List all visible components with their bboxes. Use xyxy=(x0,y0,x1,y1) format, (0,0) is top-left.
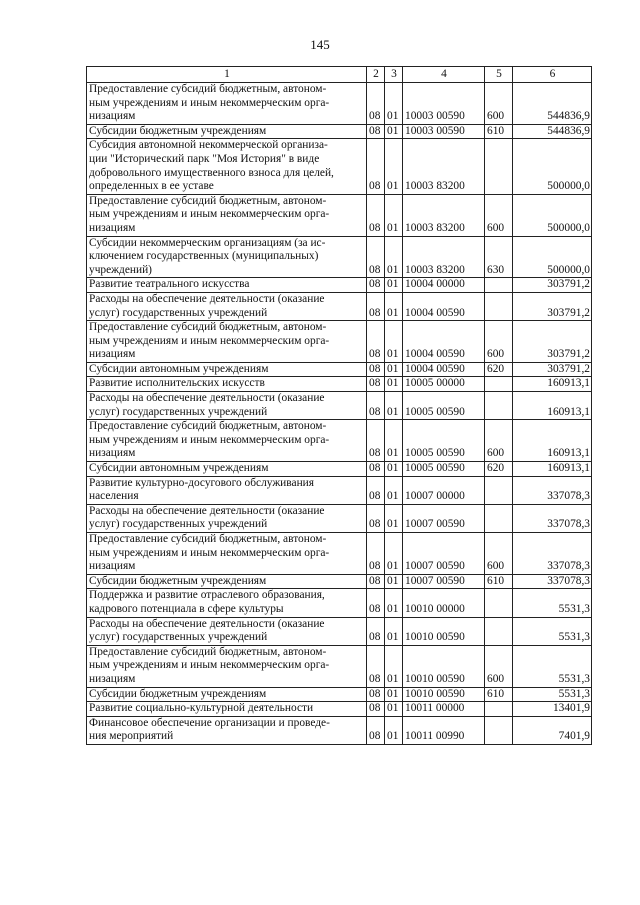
row-section: 08 xyxy=(367,589,385,617)
row-subsection: 01 xyxy=(385,194,403,236)
row-subsection: 01 xyxy=(385,504,403,532)
row-section: 08 xyxy=(367,504,385,532)
row-name: Предоставление субсидий бюджетным, автоном- ным учреждениям и иным некоммерческим орга- низациям xyxy=(87,83,367,125)
row-subsection: 01 xyxy=(385,574,403,589)
row-amount: 5531,3 xyxy=(513,589,592,617)
table-row xyxy=(87,617,592,645)
row-amount: 7401,9 xyxy=(513,716,592,744)
row-target-article: 10010 00590 xyxy=(403,645,485,687)
row-expense-type: 600 xyxy=(485,420,513,462)
row-target-article: 10011 00000 xyxy=(403,702,485,717)
row-subsection: 01 xyxy=(385,617,403,645)
header-col-4: 4 xyxy=(403,67,485,83)
row-section: 08 xyxy=(367,420,385,462)
row-expense-type xyxy=(485,617,513,645)
table-row xyxy=(87,533,592,575)
header-row xyxy=(87,67,592,83)
row-target-article: 10005 00590 xyxy=(403,392,485,420)
row-section: 08 xyxy=(367,377,385,392)
row-section: 08 xyxy=(367,645,385,687)
row-subsection: 01 xyxy=(385,420,403,462)
row-name: Развитие театрального искусства xyxy=(87,278,367,293)
header-col-5: 5 xyxy=(485,67,513,83)
row-expense-type xyxy=(485,476,513,504)
row-expense-type: 610 xyxy=(485,574,513,589)
row-subsection: 01 xyxy=(385,716,403,744)
row-subsection: 01 xyxy=(385,362,403,377)
row-expense-type xyxy=(485,392,513,420)
row-section: 08 xyxy=(367,392,385,420)
row-subsection: 01 xyxy=(385,687,403,702)
header-col-3: 3 xyxy=(385,67,403,83)
row-section: 08 xyxy=(367,574,385,589)
table-row xyxy=(87,392,592,420)
table-row xyxy=(87,476,592,504)
row-amount: 337078,3 xyxy=(513,504,592,532)
row-subsection: 01 xyxy=(385,589,403,617)
row-subsection: 01 xyxy=(385,292,403,320)
row-target-article: 10007 00590 xyxy=(403,574,485,589)
row-name: Субсидии некоммерческим организациям (за ис- ключением государственных (муниципальных) учреждений) xyxy=(87,236,367,278)
row-name: Субсидии бюджетным учреждениям xyxy=(87,124,367,139)
row-amount: 544836,9 xyxy=(513,124,592,139)
table-row xyxy=(87,83,592,125)
row-expense-type: 600 xyxy=(485,194,513,236)
row-amount: 337078,3 xyxy=(513,574,592,589)
row-name: Расходы на обеспечение деятельности (оказание услуг) государственных учреждений xyxy=(87,392,367,420)
table-row xyxy=(87,420,592,462)
row-name: Предоставление субсидий бюджетным, автоном- ным учреждениям и иным некоммерческим орга- низациям xyxy=(87,321,367,363)
row-target-article: 10003 00590 xyxy=(403,124,485,139)
row-name: Финансовое обеспечение организации и проведе- ния мероприятий xyxy=(87,716,367,744)
row-expense-type: 610 xyxy=(485,124,513,139)
row-target-article: 10010 00590 xyxy=(403,687,485,702)
row-name: Расходы на обеспечение деятельности (оказание услуг) государственных учреждений xyxy=(87,292,367,320)
table-row xyxy=(87,377,592,392)
row-target-article: 10003 00590 xyxy=(403,83,485,125)
row-amount: 544836,9 xyxy=(513,83,592,125)
row-amount: 5531,3 xyxy=(513,645,592,687)
table-row xyxy=(87,589,592,617)
row-target-article: 10005 00590 xyxy=(403,420,485,462)
row-target-article: 10005 00000 xyxy=(403,377,485,392)
row-amount: 303791,2 xyxy=(513,362,592,377)
table-row xyxy=(87,574,592,589)
row-expense-type xyxy=(485,292,513,320)
row-expense-type xyxy=(485,589,513,617)
row-target-article: 10004 00590 xyxy=(403,292,485,320)
row-section: 08 xyxy=(367,716,385,744)
row-target-article: 10010 00590 xyxy=(403,617,485,645)
row-target-article: 10004 00590 xyxy=(403,321,485,363)
row-name: Расходы на обеспечение деятельности (оказание услуг) государственных учреждений xyxy=(87,617,367,645)
row-target-article: 10004 00590 xyxy=(403,362,485,377)
row-expense-type: 600 xyxy=(485,645,513,687)
row-name: Субсидии автономным учреждениям xyxy=(87,362,367,377)
table-row xyxy=(87,687,592,702)
table-row xyxy=(87,716,592,744)
table-row xyxy=(87,292,592,320)
row-target-article: 10010 00000 xyxy=(403,589,485,617)
row-subsection: 01 xyxy=(385,462,403,477)
row-section: 08 xyxy=(367,236,385,278)
row-amount: 500000,0 xyxy=(513,236,592,278)
header-col-6: 6 xyxy=(513,67,592,83)
row-name: Развитие социально-культурной деятельности xyxy=(87,702,367,717)
table-row xyxy=(87,124,592,139)
row-amount: 5531,3 xyxy=(513,617,592,645)
row-subsection: 01 xyxy=(385,476,403,504)
row-target-article: 10005 00590 xyxy=(403,462,485,477)
row-target-article: 10004 00000 xyxy=(403,278,485,293)
row-subsection: 01 xyxy=(385,321,403,363)
row-amount: 160913,1 xyxy=(513,420,592,462)
row-section: 08 xyxy=(367,124,385,139)
table-row xyxy=(87,194,592,236)
row-subsection: 01 xyxy=(385,124,403,139)
row-section: 08 xyxy=(367,617,385,645)
table-row xyxy=(87,702,592,717)
row-amount: 5531,3 xyxy=(513,687,592,702)
row-expense-type xyxy=(485,139,513,194)
page-number: 145 xyxy=(310,37,330,52)
row-amount: 337078,3 xyxy=(513,533,592,575)
table-row xyxy=(87,462,592,477)
row-section: 08 xyxy=(367,278,385,293)
row-section: 08 xyxy=(367,292,385,320)
table-header xyxy=(87,67,592,83)
row-section: 08 xyxy=(367,83,385,125)
row-subsection: 01 xyxy=(385,645,403,687)
row-amount: 160913,1 xyxy=(513,377,592,392)
row-section: 08 xyxy=(367,702,385,717)
table-row xyxy=(87,645,592,687)
row-target-article: 10007 00590 xyxy=(403,533,485,575)
row-section: 08 xyxy=(367,476,385,504)
row-expense-type xyxy=(485,702,513,717)
row-amount: 160913,1 xyxy=(513,392,592,420)
row-subsection: 01 xyxy=(385,392,403,420)
row-name: Предоставление субсидий бюджетным, автоном- ным учреждениям и иным некоммерческим орга- низациям xyxy=(87,420,367,462)
budget-table xyxy=(86,66,592,745)
row-expense-type: 620 xyxy=(485,462,513,477)
row-target-article: 10003 83200 xyxy=(403,236,485,278)
row-target-article: 10003 83200 xyxy=(403,194,485,236)
table-row xyxy=(87,139,592,194)
row-name: Расходы на обеспечение деятельности (оказание услуг) государственных учреждений xyxy=(87,504,367,532)
row-name: Субсидии бюджетным учреждениям xyxy=(87,574,367,589)
row-section: 08 xyxy=(367,533,385,575)
row-name: Предоставление субсидий бюджетным, автоном- ным учреждениям и иным некоммерческим орга- низациям xyxy=(87,533,367,575)
row-name: Поддержка и развитие отраслевого образования, кадрового потенциала в сфере культуры xyxy=(87,589,367,617)
row-target-article: 10007 00590 xyxy=(403,504,485,532)
row-amount: 303791,2 xyxy=(513,278,592,293)
row-expense-type: 600 xyxy=(485,83,513,125)
row-amount: 500000,0 xyxy=(513,139,592,194)
row-section: 08 xyxy=(367,462,385,477)
row-target-article: 10003 83200 xyxy=(403,139,485,194)
row-name: Субсидии автономным учреждениям xyxy=(87,462,367,477)
row-target-article: 10011 00990 xyxy=(403,716,485,744)
header-col-2: 2 xyxy=(367,67,385,83)
row-amount: 303791,2 xyxy=(513,321,592,363)
table-row xyxy=(87,362,592,377)
row-expense-type: 600 xyxy=(485,321,513,363)
table-body xyxy=(87,83,592,745)
row-expense-type xyxy=(485,716,513,744)
table-row xyxy=(87,278,592,293)
table-row xyxy=(87,236,592,278)
row-subsection: 01 xyxy=(385,83,403,125)
row-amount: 13401,9 xyxy=(513,702,592,717)
row-name: Субсидия автономной некоммерческой организа- ции "Исторический парк "Моя История" в виде добровольного имущественного взноса для целей, определенных в ее уставе xyxy=(87,139,367,194)
row-subsection: 01 xyxy=(385,139,403,194)
row-name: Предоставление субсидий бюджетным, автоном- ным учреждениям и иным некоммерческим орга- низациям xyxy=(87,645,367,687)
row-subsection: 01 xyxy=(385,278,403,293)
row-subsection: 01 xyxy=(385,377,403,392)
row-target-article: 10007 00000 xyxy=(403,476,485,504)
row-name: Развитие исполнительских искусств xyxy=(87,377,367,392)
row-subsection: 01 xyxy=(385,533,403,575)
row-section: 08 xyxy=(367,687,385,702)
row-section: 08 xyxy=(367,321,385,363)
row-name: Предоставление субсидий бюджетным, автоном- ным учреждениям и иным некоммерческим орга- низациям xyxy=(87,194,367,236)
row-subsection: 01 xyxy=(385,236,403,278)
row-name: Субсидии бюджетным учреждениям xyxy=(87,687,367,702)
row-subsection: 01 xyxy=(385,702,403,717)
row-expense-type: 610 xyxy=(485,687,513,702)
row-expense-type: 600 xyxy=(485,533,513,575)
row-expense-type: 620 xyxy=(485,362,513,377)
row-section: 08 xyxy=(367,194,385,236)
row-section: 08 xyxy=(367,362,385,377)
row-amount: 337078,3 xyxy=(513,476,592,504)
table-row xyxy=(87,321,592,363)
row-expense-type xyxy=(485,278,513,293)
header-col-1: 1 xyxy=(87,67,367,83)
row-expense-type: 630 xyxy=(485,236,513,278)
row-amount: 160913,1 xyxy=(513,462,592,477)
row-amount: 500000,0 xyxy=(513,194,592,236)
row-amount: 303791,2 xyxy=(513,292,592,320)
row-expense-type xyxy=(485,377,513,392)
row-section: 08 xyxy=(367,139,385,194)
row-name: Развитие культурно-досугового обслуживания населения xyxy=(87,476,367,504)
table-row xyxy=(87,504,592,532)
row-expense-type xyxy=(485,504,513,532)
